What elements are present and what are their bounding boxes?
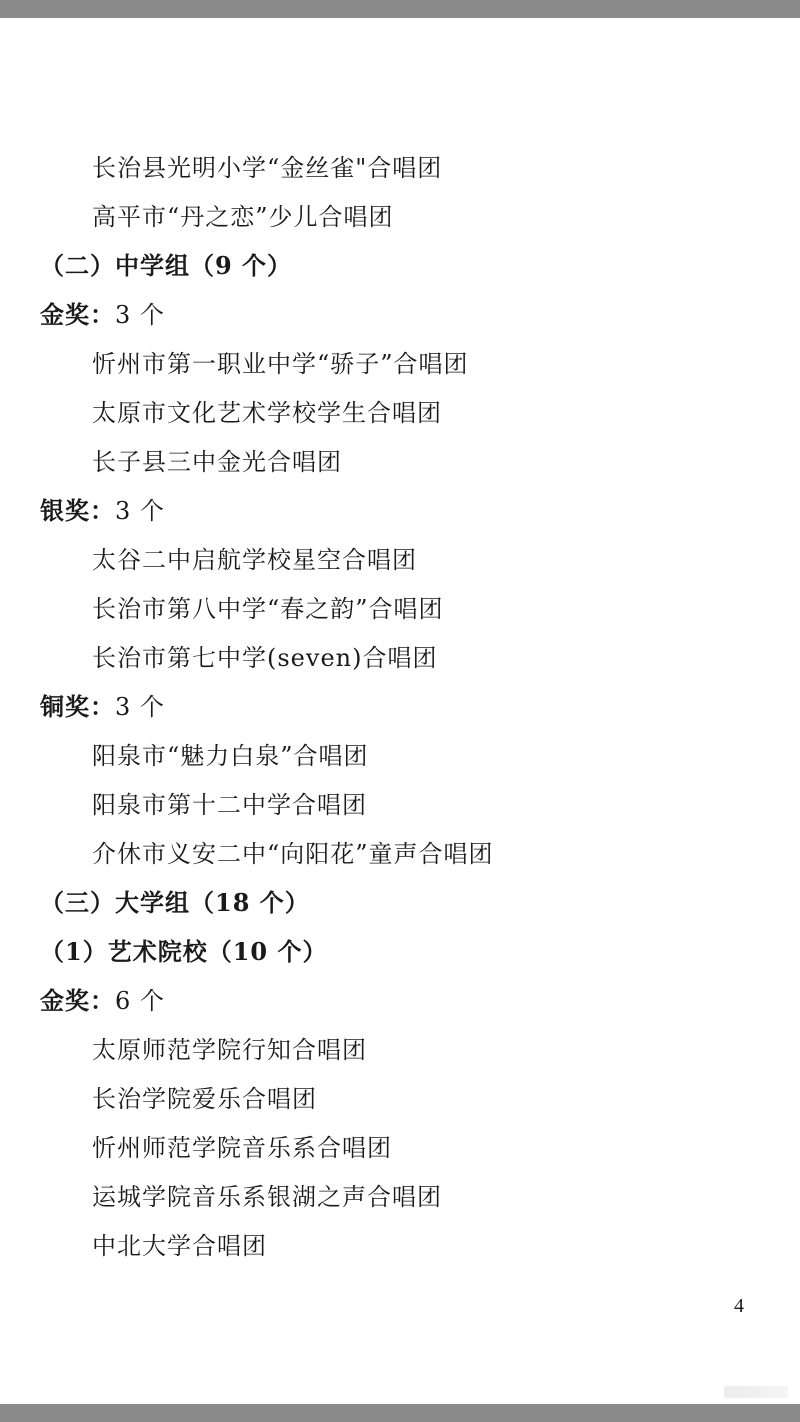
- award-heading: [40, 691, 165, 723]
- award-label: 金奖：: [40, 986, 115, 1015]
- watermark-mark: [724, 1386, 788, 1398]
- award-count: 3 个: [115, 497, 165, 525]
- ensemble-entry: 长治县光明小学“金丝雀"合唱团: [92, 154, 443, 182]
- section-heading: （二）中学组（9 个）: [40, 251, 293, 280]
- award-count: 6 个: [115, 987, 165, 1015]
- award-label: 金奖：: [40, 300, 115, 329]
- ensemble-entry: 阳泉市“魅力白泉”合唱团: [92, 742, 369, 770]
- award-label: 铜奖：: [40, 692, 115, 721]
- ensemble-entry: 太原市文化艺术学校学生合唱团: [92, 399, 442, 427]
- award-heading: [40, 299, 165, 331]
- ensemble-entry: 阳泉市第十二中学合唱团: [92, 791, 367, 819]
- ensemble-entry: 太原师范学院行知合唱团: [92, 1036, 367, 1064]
- ensemble-entry: 中北大学合唱团: [92, 1232, 267, 1260]
- ensemble-entry: 介休市义安二中“向阳花”童声合唱团: [92, 840, 494, 868]
- award-count: 3 个: [115, 693, 165, 721]
- award-label: 银奖：: [40, 496, 115, 525]
- bottom-border: [0, 1404, 800, 1422]
- award-count: 3 个: [115, 301, 165, 329]
- section-heading: （三）大学组（18 个）: [40, 888, 310, 917]
- ensemble-entry: 忻州师范学院音乐系合唱团: [92, 1134, 392, 1162]
- top-border: [0, 0, 800, 18]
- page-number: 4: [734, 1295, 744, 1317]
- subsection-heading: （1）艺术院校（10 个）: [40, 937, 328, 966]
- award-heading: [40, 495, 165, 527]
- award-heading: [40, 985, 165, 1017]
- ensemble-entry: 长治市第七中学(seven)合唱团: [92, 644, 438, 672]
- ensemble-entry: 高平市“丹之恋”少儿合唱团: [92, 203, 394, 231]
- ensemble-entry: 运城学院音乐系银湖之声合唱团: [92, 1183, 442, 1211]
- ensemble-entry: 长治市第八中学“春之韵”合唱团: [92, 595, 444, 623]
- ensemble-entry: 长子县三中金光合唱团: [92, 448, 342, 476]
- ensemble-entry: 太谷二中启航学校星空合唱团: [92, 546, 417, 574]
- ensemble-entry: 忻州市第一职业中学“骄子”合唱团: [92, 350, 469, 378]
- ensemble-entry: 长治学院爱乐合唱团: [92, 1085, 317, 1113]
